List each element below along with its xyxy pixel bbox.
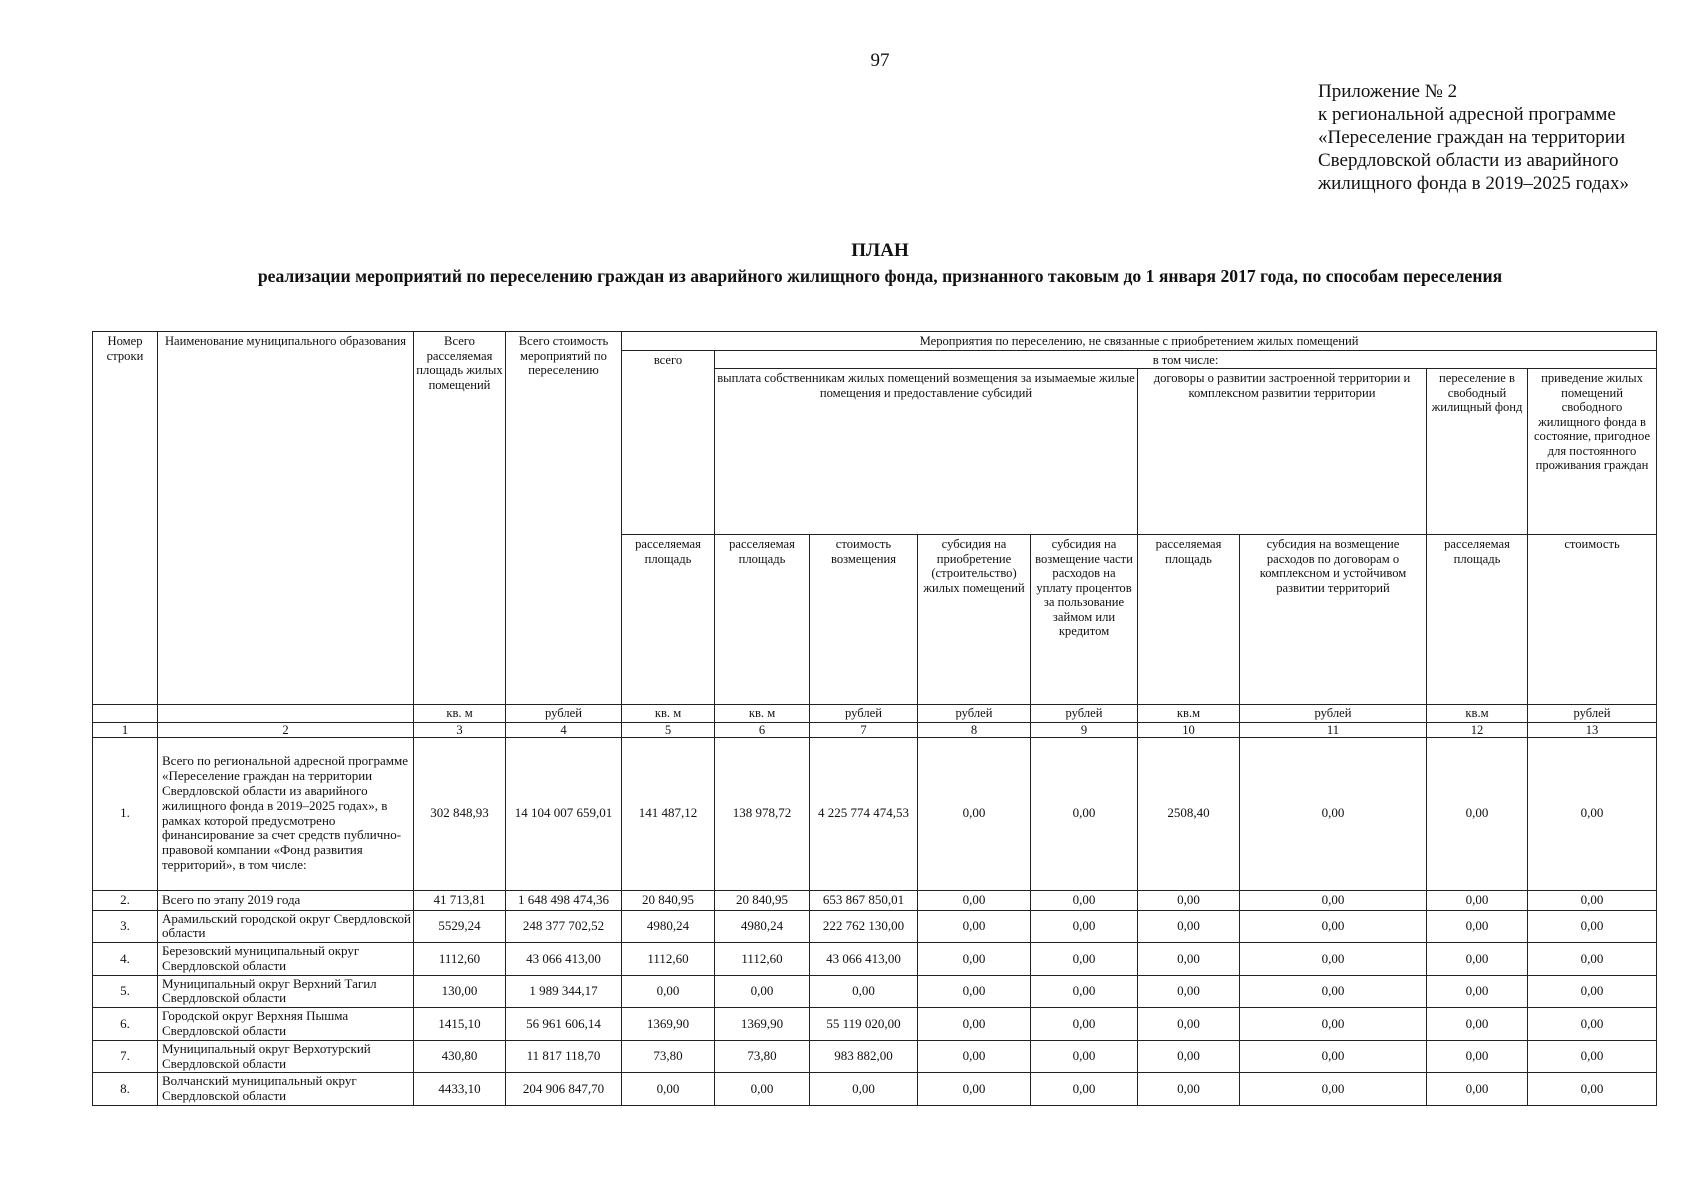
table-cell: 0,00 (1031, 890, 1138, 910)
table-cell: 0,00 (1240, 1073, 1427, 1106)
table-cell: 0,00 (1138, 943, 1240, 976)
table-cell: 0,00 (1240, 1008, 1427, 1041)
table-cell: 0,00 (810, 1073, 918, 1106)
header-total-cost: Всего стоимость мероприятий по переселению (506, 332, 622, 705)
table-row (93, 943, 1657, 976)
unit-cell: рублей (918, 705, 1031, 723)
table-cell: 0,00 (1240, 890, 1427, 910)
table-cell: 14 104 007 659,01 (506, 737, 622, 890)
unit-cell: рублей (1031, 705, 1138, 723)
table-cell: 1 989 344,17 (506, 975, 622, 1008)
table-cell: 5529,24 (414, 910, 506, 943)
table-cell: 0,00 (1427, 1040, 1528, 1073)
table-cell: 0,00 (918, 910, 1031, 943)
table-cell: 4980,24 (622, 910, 715, 943)
header-col12: расселяемая площадь (1427, 535, 1528, 705)
table-cell: 0,00 (1138, 890, 1240, 910)
column-number: 9 (1031, 722, 1138, 737)
table-cell: 0,00 (1138, 1040, 1240, 1073)
table-row (93, 890, 1657, 910)
table-cell: 0,00 (1138, 975, 1240, 1008)
table-cell: 0,00 (1138, 1073, 1240, 1106)
municipality-name: Всего по региональной адресной программе «Переселение граждан на территории Свердловской области из аварийного жилищного фонда в 2019–2025 годах», в рамках которой предусмотрено финансирование за счет средств публично-правовой компании «Фонд развития территорий», в том числе: (158, 737, 414, 890)
unit-cell: кв. м (414, 705, 506, 723)
table-cell: 1112,60 (715, 943, 810, 976)
table-cell: 56 961 606,14 (506, 1008, 622, 1041)
column-number: 6 (715, 722, 810, 737)
table-row (93, 910, 1657, 943)
unit-cell: кв. м (715, 705, 810, 723)
table-cell: 0,00 (1427, 1073, 1528, 1106)
table-cell: 0,00 (1031, 943, 1138, 976)
table-cell: 20 840,95 (622, 890, 715, 910)
table-cell: 0,00 (1528, 737, 1657, 890)
table-cell: 983 882,00 (810, 1040, 918, 1073)
table-cell: 0,00 (1528, 975, 1657, 1008)
table-cell: 0,00 (1031, 975, 1138, 1008)
column-number: 1 (93, 722, 158, 737)
header-col9: субсидия на возмещение части расходов на уплату процентов за пользование займом или кредитом (1031, 535, 1138, 705)
header-col11: субсидия на возмещение расходов по договорам о комплексном и устойчивом развитии территорий (1240, 535, 1427, 705)
header-free-fund: переселение в свободный жилищный фонд (1427, 369, 1528, 535)
table-cell: 1369,90 (622, 1008, 715, 1041)
table-cell: 0,00 (1427, 975, 1528, 1008)
header-municipality: Наименование муниципального образования (158, 332, 414, 705)
table-cell: 0,00 (1240, 910, 1427, 943)
table-cell: 73,80 (622, 1040, 715, 1073)
table-cell: 0,00 (1427, 737, 1528, 890)
unit-cell: рублей (1240, 705, 1427, 723)
header-total: всего (622, 350, 715, 535)
table-cell: 653 867 850,01 (810, 890, 918, 910)
table-cell: 222 762 130,00 (810, 910, 918, 943)
unit-cell: кв.м (1138, 705, 1240, 723)
column-number: 13 (1528, 722, 1657, 737)
unit-cell: кв.м (1427, 705, 1528, 723)
table-cell: 0,00 (1031, 1008, 1138, 1041)
table-cell: 0,00 (1427, 1008, 1528, 1041)
table-cell: 4433,10 (414, 1073, 506, 1106)
unit-cell (93, 705, 158, 723)
table-cell: 0,00 (1427, 890, 1528, 910)
table-cell: 43 066 413,00 (506, 943, 622, 976)
table-cell: 0,00 (715, 975, 810, 1008)
table-cell: 0,00 (1240, 737, 1427, 890)
header-including: в том числе: (715, 350, 1657, 369)
table-cell: 0,00 (1240, 943, 1427, 976)
header-col13: стоимость (1528, 535, 1657, 705)
table-cell: 0,00 (918, 975, 1031, 1008)
table-cell: 0,00 (622, 1073, 715, 1106)
document-subtitle: реализации мероприятий по переселению граждан из аварийного жилищного фонда, признанного таковым до 1 января 2017 года, по способам переселения (257, 266, 1503, 286)
table-cell: 0,00 (622, 975, 715, 1008)
table-cell: 43 066 413,00 (810, 943, 918, 976)
header-col5: расселяемая площадь (622, 535, 715, 705)
unit-cell: кв. м (622, 705, 715, 723)
table-cell: 1369,90 (715, 1008, 810, 1041)
row-number: 7. (93, 1040, 158, 1073)
unit-cell: рублей (506, 705, 622, 723)
table-cell: 302 848,93 (414, 737, 506, 890)
header-development-group: договоры о развитии застроенной территории и комплексном развитии территории (1138, 369, 1427, 535)
municipality-name: Городской округ Верхняя Пышма Свердловской области (158, 1008, 414, 1041)
row-number: 4. (93, 943, 158, 976)
table-cell: 73,80 (715, 1040, 810, 1073)
column-number: 10 (1138, 722, 1240, 737)
unit-cell: рублей (810, 705, 918, 723)
header-col8: субсидия на приобретение (строительство) жилых помещений (918, 535, 1031, 705)
municipality-name: Всего по этапу 2019 года (158, 890, 414, 910)
table-cell: 0,00 (1031, 737, 1138, 890)
table-cell: 0,00 (918, 737, 1031, 890)
header-total-area: Всего расселяемая площадь жилых помещений (414, 332, 506, 705)
table-cell: 0,00 (1528, 1073, 1657, 1106)
document-title: ПЛАН (851, 240, 909, 261)
column-number: 8 (918, 722, 1031, 737)
appendix-line: жилищного фонда в 2019–2025 годах» (1318, 173, 1629, 194)
table-cell: 0,00 (1427, 943, 1528, 976)
table-cell: 141 487,12 (622, 737, 715, 890)
table-cell: 0,00 (1031, 1040, 1138, 1073)
table-cell: 4 225 774 474,53 (810, 737, 918, 890)
row-number: 2. (93, 890, 158, 910)
header-bringing: приведение жилых помещений свободного жилищного фонда в состояние, пригодное для постоянного проживания граждан (1528, 369, 1657, 535)
table-cell: 20 840,95 (715, 890, 810, 910)
table-cell: 430,80 (414, 1040, 506, 1073)
table-cell: 204 906 847,70 (506, 1073, 622, 1106)
municipality-name: Арамильский городской округ Свердловской области (158, 910, 414, 943)
table-cell: 0,00 (810, 975, 918, 1008)
table-cell: 0,00 (918, 943, 1031, 976)
table-cell: 0,00 (918, 1008, 1031, 1041)
page-number: 97 (870, 50, 890, 71)
table-cell: 0,00 (1528, 1008, 1657, 1041)
appendix-note (1318, 80, 1629, 195)
table-cell: 1112,60 (414, 943, 506, 976)
municipality-name: Волчанский муниципальный округ Свердловской области (158, 1073, 414, 1106)
table-cell: 248 377 702,52 (506, 910, 622, 943)
appendix-line: Приложение № 2 (1318, 81, 1458, 102)
table-cell: 0,00 (1528, 943, 1657, 976)
table-cell: 0,00 (1240, 1040, 1427, 1073)
appendix-line: к региональной адресной программе (1318, 104, 1616, 125)
header-col6: расселяемая площадь (715, 535, 810, 705)
table-cell: 11 817 118,70 (506, 1040, 622, 1073)
row-number: 3. (93, 910, 158, 943)
table-cell: 130,00 (414, 975, 506, 1008)
header-payment-group: выплата собственникам жилых помещений возмещения за изымаемые жилые помещения и предоставление субсидий (715, 369, 1138, 535)
table-cell: 0,00 (1031, 1073, 1138, 1106)
table-cell: 0,00 (918, 890, 1031, 910)
table-cell: 1112,60 (622, 943, 715, 976)
table-cell: 0,00 (1528, 1040, 1657, 1073)
column-number: 3 (414, 722, 506, 737)
table-cell: 0,00 (1240, 975, 1427, 1008)
header-group-title: Мероприятия по переселению, не связанные с приобретением жилых помещений (622, 332, 1657, 351)
table-cell: 1415,10 (414, 1008, 506, 1041)
row-number: 1. (93, 737, 158, 890)
table-cell: 0,00 (1427, 910, 1528, 943)
table-cell: 0,00 (1138, 910, 1240, 943)
column-number: 7 (810, 722, 918, 737)
row-number: 8. (93, 1073, 158, 1106)
table-row (93, 737, 1657, 890)
table-cell: 1 648 498 474,36 (506, 890, 622, 910)
table-row (93, 1073, 1657, 1106)
header-col10: расселяемая площадь (1138, 535, 1240, 705)
table-cell: 0,00 (715, 1073, 810, 1106)
municipality-name: Муниципальный округ Верхний Тагил Свердловской области (158, 975, 414, 1008)
table-cell: 0,00 (1528, 910, 1657, 943)
appendix-line: Свердловской области из аварийного (1318, 150, 1619, 171)
municipality-name: Березовский муниципальный округ Свердловской области (158, 943, 414, 976)
appendix-line: «Переселение граждан на территории (1318, 127, 1626, 148)
table-row (93, 1008, 1657, 1041)
header-col7: стоимость возмещения (810, 535, 918, 705)
row-number: 5. (93, 975, 158, 1008)
header-row-number: Номер строки (93, 332, 158, 705)
column-number: 12 (1427, 722, 1528, 737)
table-cell: 0,00 (1138, 1008, 1240, 1041)
column-number: 5 (622, 722, 715, 737)
table-cell: 0,00 (918, 1073, 1031, 1106)
table-cell: 0,00 (918, 1040, 1031, 1073)
table-cell: 138 978,72 (715, 737, 810, 890)
table-cell: 41 713,81 (414, 890, 506, 910)
table-cell: 0,00 (1031, 910, 1138, 943)
table-cell: 2508,40 (1138, 737, 1240, 890)
column-number: 4 (506, 722, 622, 737)
table-cell: 0,00 (1528, 890, 1657, 910)
table-row (93, 1040, 1657, 1073)
table-cell: 55 119 020,00 (810, 1008, 918, 1041)
plan-table (92, 331, 1657, 1106)
column-number: 2 (158, 722, 414, 737)
row-number: 6. (93, 1008, 158, 1041)
unit-cell: рублей (1528, 705, 1657, 723)
unit-cell (158, 705, 414, 723)
table-row (93, 975, 1657, 1008)
municipality-name: Муниципальный округ Верхотурский Свердловской области (158, 1040, 414, 1073)
column-number: 11 (1240, 722, 1427, 737)
table-cell: 4980,24 (715, 910, 810, 943)
